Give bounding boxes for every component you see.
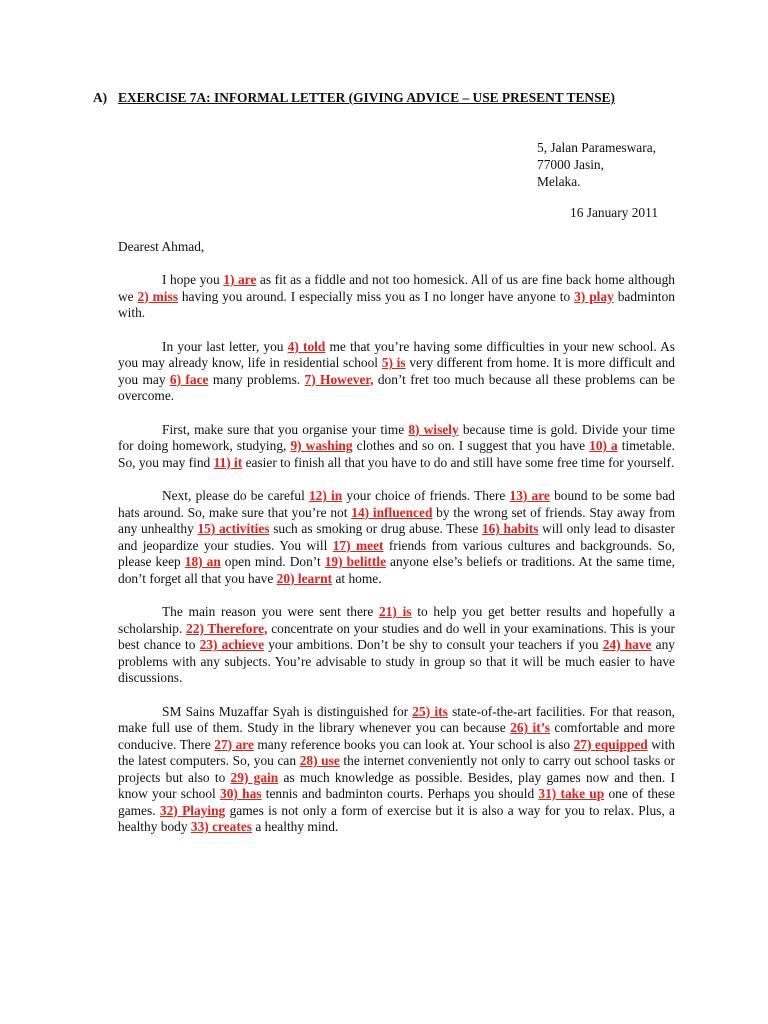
answer-fill: 16) habits bbox=[481, 521, 539, 536]
letter-text: In your last letter, you bbox=[162, 338, 288, 354]
letter-text: because time is gold. Divide your time for doing homework, studying, bbox=[118, 421, 676, 453]
letter-text: many problems. bbox=[208, 371, 305, 387]
answer-fill: 29) gain bbox=[230, 769, 279, 785]
letter-paragraph bbox=[118, 339, 675, 405]
letter-date: 16 January 2011 bbox=[570, 205, 659, 220]
exercise-title: EXERCISE 7A: INFORMAL LETTER (GIVING ADVICE – USE PRESENT TENSE) bbox=[118, 90, 615, 105]
letter-text: your choice of friends. There bbox=[342, 488, 510, 503]
letter-text: open mind. Don’t bbox=[220, 554, 325, 569]
letter-body bbox=[118, 272, 675, 853]
letter-text: games is not only a form of exercise but it is also a way for you to relax. Plus, a healthy body bbox=[118, 802, 675, 834]
letter-text: comfortable and more conducive. There bbox=[118, 720, 675, 752]
answer-fill: 23) achieve bbox=[199, 637, 265, 652]
answer-fill: 22) Therefore, bbox=[186, 620, 268, 636]
letter-text: by the wrong set of friends. Stay away from any unhealthy bbox=[118, 504, 676, 536]
answer-fill: 12) in bbox=[308, 488, 343, 503]
answer-fill: 20) learnt bbox=[276, 570, 333, 586]
salutation: Dearest Ahmad, bbox=[118, 239, 205, 254]
section-letter: A) bbox=[93, 90, 108, 105]
answer-fill: 6) face bbox=[169, 371, 209, 387]
letter-text: your ambitions. Don’t be shy to consult your teachers if you bbox=[264, 637, 603, 652]
answer-fill: 15) activities bbox=[197, 521, 270, 536]
answer-fill: 17) meet bbox=[332, 537, 384, 553]
letter-text: with the latest computers. So, you can bbox=[118, 736, 675, 768]
answer-fill: 28) use bbox=[299, 753, 340, 768]
answer-fill: 11) it bbox=[213, 454, 243, 470]
answer-fill: 27) are bbox=[214, 736, 254, 752]
sender-address bbox=[537, 139, 656, 190]
letter-text: having you around. I especially miss you as I no longer have anyone to bbox=[177, 288, 575, 304]
answer-fill: 26) it’s bbox=[510, 720, 550, 735]
address-line-3: Melaka. bbox=[537, 174, 581, 189]
letter-text: me that you’re having some difficulties in your new school. As you may already know, life in residential school bbox=[118, 338, 675, 370]
answer-fill: 19) belittle bbox=[324, 554, 387, 569]
letter-text: at home. bbox=[332, 570, 382, 586]
answer-fill: 3) play bbox=[574, 288, 614, 304]
letter-paragraph bbox=[118, 422, 675, 472]
letter-text: one of these games. bbox=[118, 786, 675, 818]
answer-fill: 31) take up bbox=[538, 786, 605, 801]
letter-text: will only lead to disaster and jeopardize your studies. You will bbox=[118, 521, 675, 553]
address-line-2: 77000 Jasin, bbox=[537, 157, 604, 172]
answer-fill: 5) is bbox=[381, 355, 406, 370]
address-line-1: 5, Jalan Parameswara, bbox=[537, 140, 656, 155]
answer-fill: 21) is bbox=[379, 604, 412, 619]
letter-text: state-of-the-art facilities. For that reason, make full use of them. Study in the library whenever you can because bbox=[118, 703, 675, 735]
letter-text: The main reason you were sent there bbox=[162, 604, 380, 619]
exercise-heading bbox=[93, 89, 681, 106]
letter-text: many reference books you can look at. Your school is also bbox=[253, 736, 574, 752]
letter-text: a healthy mind. bbox=[252, 819, 339, 834]
answer-fill: 1) are bbox=[223, 272, 257, 287]
letter-text: very different from home. It is more difficult and you may bbox=[118, 355, 675, 387]
answer-fill: 27) equipped bbox=[573, 736, 648, 752]
answer-fill: 9) washing bbox=[290, 438, 353, 453]
letter-text: the internet conveniently not only to carry out school tasks or projects but also to bbox=[118, 753, 675, 785]
letter-paragraph bbox=[118, 272, 675, 322]
answer-fill: 33) creates bbox=[190, 819, 252, 834]
letter-text: easier to finish all that you have to do and still have some free time for yourself. bbox=[242, 454, 675, 470]
letter-text: such as smoking or drug abuse. These bbox=[269, 521, 482, 536]
letter-text: I hope you bbox=[162, 272, 224, 287]
answer-fill: 8) wisely bbox=[408, 421, 459, 437]
letter-text: tennis and badminton courts. Perhaps you should bbox=[261, 786, 539, 801]
letter-text: don’t fret too much because all these problems can be overcome. bbox=[118, 371, 675, 403]
answer-fill: 24) have bbox=[602, 637, 652, 652]
letter-text: timetable. So, you may find bbox=[118, 438, 675, 470]
letter-paragraph bbox=[118, 488, 675, 587]
letter-paragraph bbox=[118, 704, 675, 836]
letter-text: First, make sure that you organise your time bbox=[162, 421, 409, 437]
letter-text: friends from various cultures and backgrounds. So, please keep bbox=[118, 537, 675, 569]
answer-fill: 25) its bbox=[412, 703, 448, 719]
letter-text: as fit as a fiddle and not too homesick. All of us are fine back home although we bbox=[118, 272, 675, 304]
answer-fill: 32) Playing bbox=[159, 802, 226, 818]
answer-fill: 18) an bbox=[184, 554, 221, 569]
answer-fill: 10) a bbox=[589, 438, 618, 453]
letter-text: Next, please do be careful bbox=[162, 488, 309, 503]
answer-fill: 7) However, bbox=[304, 371, 374, 387]
letter-text: bound to be some bad hats around. So, make sure that you’re not bbox=[118, 488, 675, 520]
letter-paragraph bbox=[118, 604, 675, 687]
answer-fill: 14) influenced bbox=[351, 504, 433, 520]
answer-fill: 30) has bbox=[220, 786, 262, 801]
letter-text: as much knowledge as possible. Besides, play games now and then. I know your school bbox=[118, 769, 675, 801]
letter-text: any problems with any subjects. You’re advisable to study in group so that it will be much easier to have discussions. bbox=[118, 637, 675, 685]
letter-text: anyone else’s beliefs or traditions. At the same time, don’t forget all that you have bbox=[118, 554, 675, 586]
letter-text: badminton with. bbox=[118, 288, 676, 320]
answer-fill: 4) told bbox=[287, 338, 326, 354]
answer-fill: 13) are bbox=[509, 488, 550, 503]
letter-text: concentrate on your studies and do well in your examinations. This is your best chance to bbox=[118, 620, 675, 652]
answer-fill: 2) miss bbox=[137, 288, 178, 304]
letter-text: to help you get better results and hopefully a scholarship. bbox=[118, 604, 675, 636]
letter-text: clothes and so on. I suggest that you have bbox=[352, 438, 590, 453]
letter-text: SM Sains Muzaffar Syah is distinguished for bbox=[162, 703, 413, 719]
